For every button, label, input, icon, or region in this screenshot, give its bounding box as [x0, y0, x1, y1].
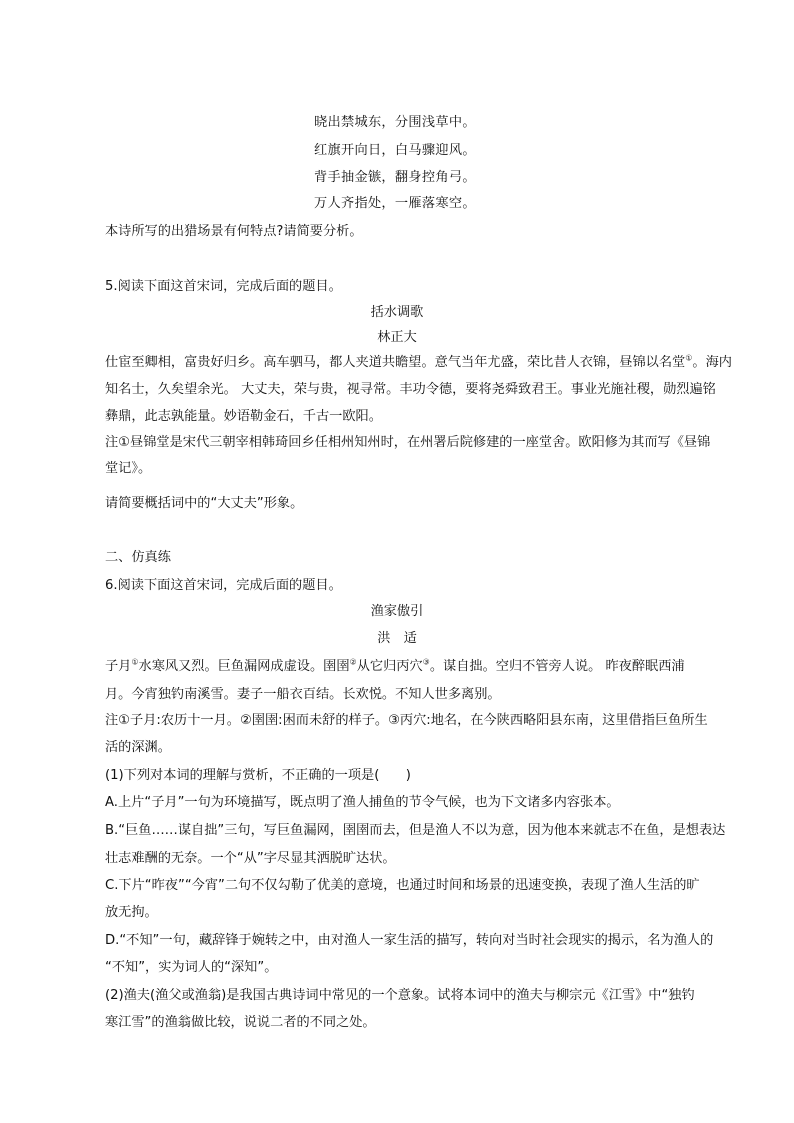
q5-author: 林正大	[377, 330, 417, 345]
footnote-marker: ①	[685, 353, 693, 363]
footnote-marker: ③	[422, 657, 430, 667]
q6-option-d-line-1: D.“不知”一句，藏辞锋于婉转之中，由对渔人一家生活的描写，转向对当时社会现实的揭示，名为渔人的	[105, 933, 714, 948]
q5-text-line-1: 仕宦至卿相，富贵好归乡。高车驷马，都人夹道共瞻望。意气当年尤盛，荣比昔人衣锦，昼锦以名堂①。海内	[105, 353, 732, 370]
q6-sub2-line-1: (2)渔夫(渔父或渔翁)是我国古典诗词中常见的一个意象。试将本词中的渔夫与柳宗元《江雪》中“独钓	[105, 988, 695, 1003]
q6-note-line-1: 注①子月:农历十一月。②圉圉:困而未舒的样子。③丙穴:地名，在今陕西略阳县东南，这里借指巨鱼所生	[105, 713, 708, 728]
poem-line-4: 万人齐指处，一雁落寒空。	[314, 196, 476, 211]
q5-title: 括水调歌	[370, 305, 424, 320]
q6-option-b-line-1: B.“巨鱼……谋自拙”三句，写巨鱼漏网，圉圉而去，但是渔人不以为意，因为他本来就志不在鱼，是想表达	[105, 823, 726, 838]
q6-text-line-2: 月。今宵独钓南溪雪。妻子一船衣百结。长欢悦。不知人世多离别。	[105, 687, 501, 702]
q5-intro: 5.阅读下面这首宋词，完成后面的题目。	[105, 279, 342, 294]
q4-question: 本诗所写的出猎场景有何特点?请简要分析。	[105, 224, 363, 239]
poem-line-2: 红旗开向日，白马骤迎风。	[314, 143, 476, 158]
q5-note-line-1: 注①昼锦堂是宋代三朝宰相韩琦回乡任相州知州时，在州署后院修建的一座堂舍。欧阳修为其而写《昼锦	[105, 435, 711, 450]
q6-option-b-line-2: 壮志难酬的无奈。一个“从”字尽显其洒脱旷达状。	[105, 851, 396, 866]
q6-option-c-line-2: 放无拘。	[105, 905, 158, 920]
q6-title: 渔家傲引	[370, 604, 424, 619]
q6-author: 洪 适	[377, 631, 417, 646]
poem-line-1: 晓出禁城东，分围浅草中。	[314, 115, 476, 130]
q5-text-line-3: 彝鼎，此志孰能量。妙语勒金石，千古一欧阳。	[105, 409, 382, 424]
q5-text-line-2: 知名士，久矣望余光。 大丈夫，荣与贵，视寻常。丰功令德，要将尧舜致君王。事业光施社稷，勋烈遍铭	[105, 382, 716, 397]
q6-option-d-line-2: “不知”，实为词人的“深知”。	[105, 960, 278, 975]
q6-sub2-line-2: 寒江雪”的渔翁做比较，说说二者的不同之处。	[105, 1015, 376, 1030]
q6-option-c-line-1: C.下片“昨夜”“今宵”二句不仅勾勒了优美的意境，也通过时间和场景的迅速变换，表现了渔人生活的旷	[105, 878, 700, 893]
footnote-marker: ②	[349, 657, 357, 667]
q6-option-a: A.上片“子月”一句为环境描写，既点明了渔人捕鱼的节令气候，也为下文诸多内容张本。	[105, 795, 620, 810]
poem-line-3: 背手抽金镞，翻身控角弓。	[314, 170, 476, 185]
q6-text-line-1: 子月①水寒风又烈。巨鱼漏网成虚设。圉圉②从它归丙穴③。谋自拙。空归不管旁人说。 昨夜醉眠西浦	[105, 657, 685, 674]
q6-sub1-question: (1)下列对本词的理解与赏析，不正确的一项是( )	[105, 768, 411, 783]
q6-note-line-2: 活的深渊。	[105, 740, 171, 755]
q5-question: 请简要概括词中的“大丈夫”形象。	[105, 496, 304, 511]
q5-note-line-2: 堂记》。	[105, 461, 152, 476]
section-heading: 二、仿真练	[105, 550, 171, 565]
q6-intro: 6.阅读下面这首宋词，完成后面的题目。	[105, 578, 342, 593]
footnote-marker: ①	[131, 657, 139, 667]
